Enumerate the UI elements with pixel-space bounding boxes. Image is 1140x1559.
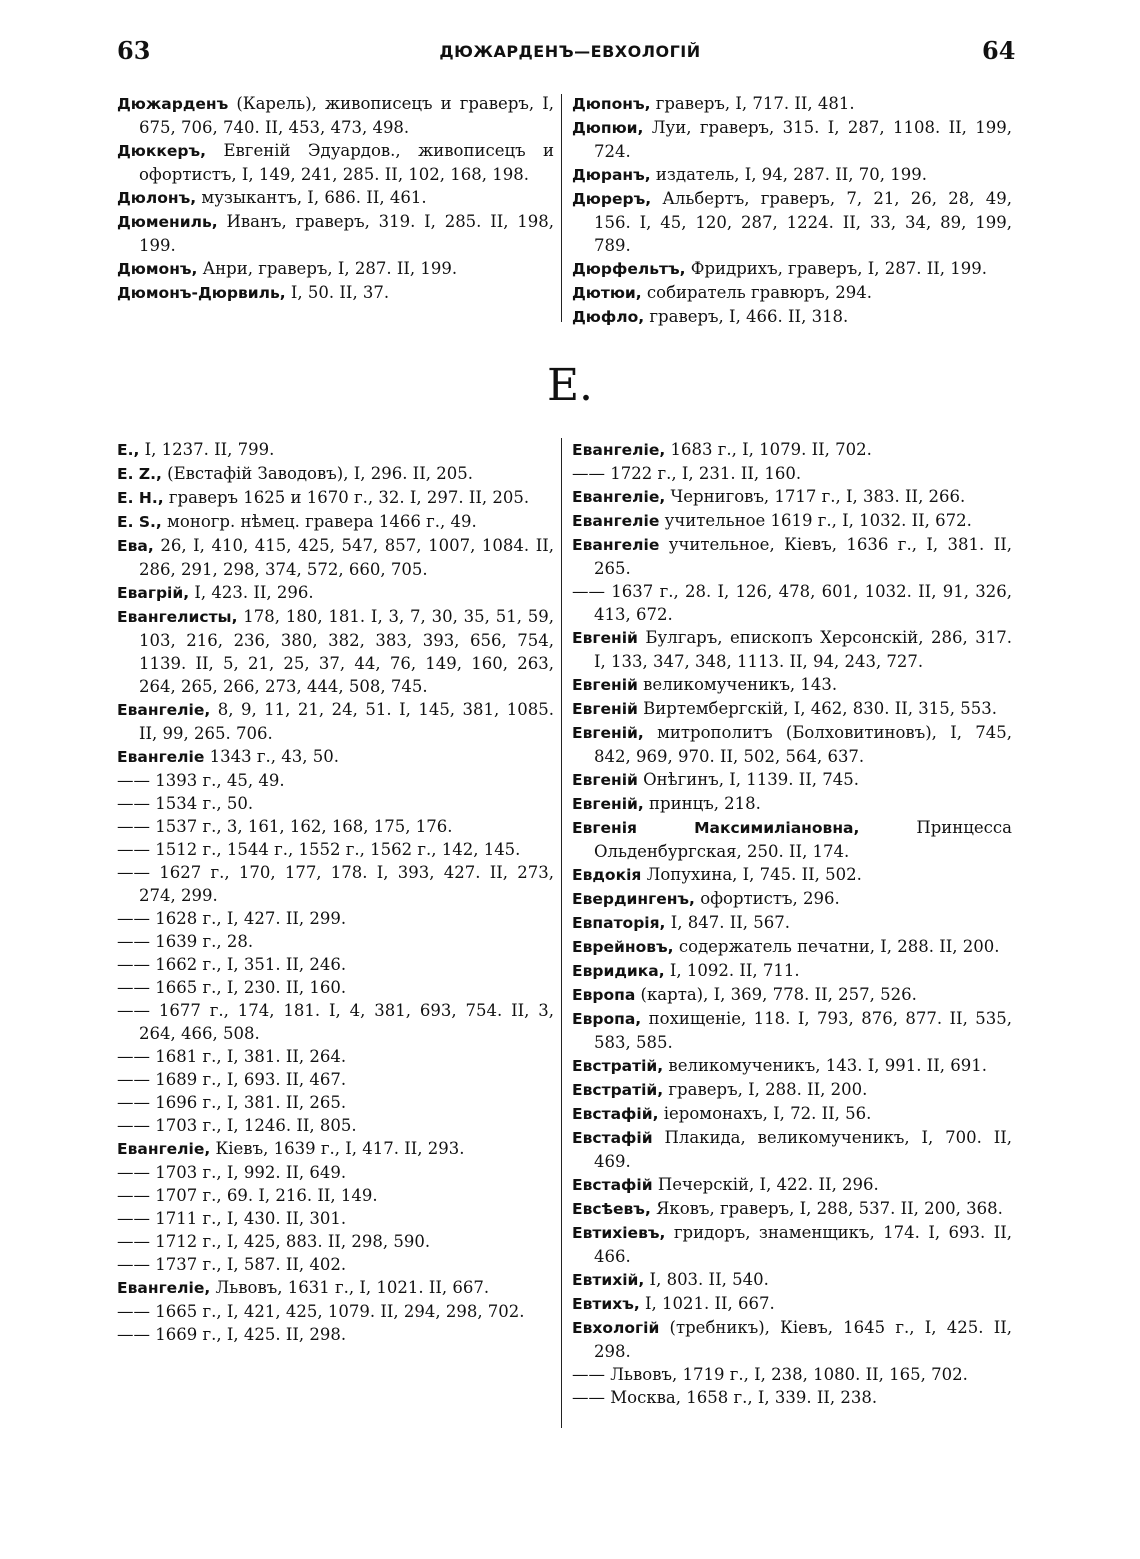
index-entry <box>117 1045 554 1068</box>
entry-headword: Дюфло, <box>572 308 645 326</box>
index-entry <box>572 1007 1012 1054</box>
entry-headword: Евангеліе, <box>117 1279 211 1297</box>
index-entry <box>572 462 1012 485</box>
entry-text: собиратель гравюръ, 294. <box>641 283 873 302</box>
index-entry <box>572 721 1012 768</box>
index-entry <box>572 533 1012 580</box>
entry-text: (требникъ), Кіевъ, 1645 г., I, 425. II, 298. <box>594 1318 1012 1361</box>
entry-text: —— 1737 г., I, 587. II, 402. <box>117 1255 347 1274</box>
index-entry <box>117 815 554 838</box>
entry-text: 1343 г., 43, 50. <box>204 747 339 766</box>
entry-text: I, 423. II, 296. <box>189 583 314 602</box>
entry-text: —— 1534 г., 50. <box>117 794 254 813</box>
column-top-right <box>572 92 1012 329</box>
entry-text: Принцесса Ольденбургская, 250. II, 174. <box>594 818 1012 861</box>
index-entry <box>572 438 1012 462</box>
index-entry <box>572 959 1012 983</box>
index-entry <box>572 983 1012 1007</box>
entry-headword: Евстафій, <box>572 1105 659 1123</box>
entry-headword: Евангеліе <box>572 512 660 530</box>
index-entry <box>572 1386 1012 1409</box>
entry-text: —— 1677 г., 174, 181. I, 4, 381, 693, 754. II, 3, 264, 466, 508. <box>117 1001 554 1043</box>
entry-text: Анри, граверъ, I, 287. II, 199. <box>197 259 458 278</box>
entry-text: Плакида, великомученикъ, I, 700. II, 469. <box>594 1128 1012 1171</box>
entry-headword: Евгеній <box>572 771 638 789</box>
index-entry <box>117 999 554 1045</box>
entry-text: —— 1681 г., I, 381. II, 264. <box>117 1047 347 1066</box>
entry-text: I, 1237. II, 799. <box>139 440 275 459</box>
index-entry <box>117 1068 554 1091</box>
index-entry <box>572 1078 1012 1102</box>
page-header <box>0 30 1140 70</box>
index-entry <box>117 1300 554 1323</box>
entry-text: —— Львовъ, 1719 г., I, 238, 1080. II, 165, 702. <box>572 1365 968 1384</box>
entry-text: (карта), I, 369, 778. II, 257, 526. <box>635 985 917 1004</box>
entry-headword: Евпаторія, <box>572 914 666 932</box>
index-entry <box>572 281 1012 305</box>
entry-text: —— 1703 г., I, 992. II, 649. <box>117 1163 347 1182</box>
entry-headword: Дюпонъ, <box>572 95 651 113</box>
index-entry <box>117 438 554 462</box>
entry-headword: Евагрій, <box>117 584 190 602</box>
index-entry <box>572 485 1012 509</box>
index-entry <box>117 745 554 769</box>
page-number-right: 64 <box>982 36 1016 65</box>
entry-text: 26, I, 410, 415, 425, 547, 857, 1007, 1084. II, 286, 291, 298, 374, 572, 660, 705. <box>139 536 554 579</box>
entry-headword: Евердингенъ, <box>572 890 695 908</box>
index-entry <box>117 976 554 999</box>
entry-text: —— 1703 г., I, 1246. II, 805. <box>117 1116 357 1135</box>
entry-text: Лопухина, I, 745. II, 502. <box>641 865 862 884</box>
index-entry <box>572 1316 1012 1363</box>
entry-headword: Евгеній <box>572 676 638 694</box>
entry-headword: Евгенія Максимиліановна, <box>572 819 860 837</box>
entry-text: 1683 г., I, 1079. II, 702. <box>665 440 872 459</box>
index-entry <box>572 1173 1012 1197</box>
entry-text: издатель, I, 94, 287. II, 70, 199. <box>650 165 927 184</box>
entry-headword: Евстратій, <box>572 1081 664 1099</box>
entry-text: —— 1628 г., I, 427. II, 299. <box>117 909 347 928</box>
entry-text: граверъ 1625 и 1670 г., 32. I, 297. II, 205. <box>163 488 530 507</box>
entry-text: моногр. нѣмец. гравера 1466 г., 49. <box>161 512 477 531</box>
entry-headword: Евстафій <box>572 1129 653 1147</box>
index-entry <box>117 210 554 257</box>
entry-headword: Евгеній <box>572 700 638 718</box>
entry-headword: Европа, <box>572 1010 642 1028</box>
entry-text: музыкантъ, I, 686. II, 461. <box>196 188 427 207</box>
entry-text: содержатель печатни, I, 288. II, 200. <box>673 937 1000 956</box>
index-entry <box>117 838 554 861</box>
column-bottom-left <box>117 438 554 1346</box>
index-entry <box>117 139 554 186</box>
index-entry <box>572 257 1012 281</box>
entry-text: Львовъ, 1631 г., I, 1021. II, 667. <box>210 1278 490 1297</box>
entry-text: —— 1722 г., I, 231. II, 160. <box>572 464 802 483</box>
index-entry <box>572 816 1012 863</box>
index-entry <box>117 581 554 605</box>
index-entry <box>572 1363 1012 1386</box>
index-entry <box>572 116 1012 163</box>
index-entry <box>117 1230 554 1253</box>
entry-text: Альбертъ, граверъ, 7, 21, 26, 28, 49, 156. I, 45, 120, 287, 1224. II, 33, 34, 89, 199, 789. <box>594 189 1012 255</box>
index-entry <box>117 186 554 210</box>
entry-headword: Европа <box>572 986 636 1004</box>
entry-text: гридоръ, знаменщикъ, 174. I, 693. II, 466. <box>594 1223 1012 1266</box>
index-entry <box>117 769 554 792</box>
entry-headword: Евсѣевъ, <box>572 1200 651 1218</box>
entry-headword: Дюрфельтъ, <box>572 260 686 278</box>
entry-text: —— Москва, 1658 г., I, 339. II, 238. <box>572 1388 878 1407</box>
entry-headword: Евангеліе, <box>572 488 666 506</box>
index-entry <box>117 1137 554 1161</box>
index-entry <box>572 626 1012 673</box>
entry-headword: Евгеній, <box>572 724 644 742</box>
index-entry <box>117 930 554 953</box>
entry-text: Печерскій, I, 422. II, 296. <box>652 1175 879 1194</box>
index-entry <box>572 1292 1012 1316</box>
entry-text: похищеніе, 118. I, 793, 876, 877. II, 535, 583, 585. <box>594 1009 1012 1052</box>
section-letter: Е. <box>546 360 594 411</box>
entry-text: Кіевъ, 1639 г., I, 417. II, 293. <box>210 1139 465 1158</box>
index-entry <box>572 935 1012 959</box>
entry-headword: Евтихіевъ, <box>572 1224 666 1242</box>
column-divider-bottom <box>561 438 562 1428</box>
entry-headword: Дюпюи, <box>572 119 644 137</box>
entry-headword: Евстафій <box>572 1176 653 1194</box>
entry-headword: Дюжарденъ <box>117 95 229 113</box>
index-entry <box>117 605 554 698</box>
index-entry <box>117 1091 554 1114</box>
entry-text: Луи, граверъ, 315. I, 287, 1108. II, 199, 724. <box>594 118 1012 161</box>
index-entry <box>572 187 1012 257</box>
entry-text: I, 847. II, 567. <box>665 913 790 932</box>
index-entry <box>572 1221 1012 1268</box>
index-entry <box>572 863 1012 887</box>
entry-headword: Дюккеръ, <box>117 142 207 160</box>
entry-text: —— 1662 г., I, 351. II, 246. <box>117 955 347 974</box>
entry-headword: Евангелисты, <box>117 608 238 626</box>
index-entry <box>572 1197 1012 1221</box>
entry-text: (Карель), живописецъ и граверъ, I, 675, 706, 740. II, 453, 473, 498. <box>139 94 554 137</box>
entry-text: —— 1669 г., I, 425. II, 298. <box>117 1325 347 1344</box>
index-entry <box>572 1126 1012 1173</box>
index-entry <box>117 1184 554 1207</box>
entry-text: учительное, Кіевъ, 1636 г., I, 381. II, 265. <box>594 535 1012 578</box>
index-entry <box>117 281 554 305</box>
entry-text: —— 1689 г., I, 693. II, 467. <box>117 1070 347 1089</box>
entry-headword: Евгеній, <box>572 795 644 813</box>
entry-headword: Евридика, <box>572 962 665 980</box>
entry-text: граверъ, I, 717. II, 481. <box>650 94 855 113</box>
index-entry <box>572 673 1012 697</box>
index-entry <box>572 1268 1012 1292</box>
index-entry <box>572 911 1012 935</box>
index-entry <box>117 953 554 976</box>
index-entry <box>117 510 554 534</box>
entry-text: граверъ, I, 288. II, 200. <box>663 1080 868 1099</box>
entry-headword: Е. S., <box>117 513 162 531</box>
entry-text: офортистъ, 296. <box>694 889 840 908</box>
column-bottom-right <box>572 438 1012 1409</box>
entry-headword: Евангеліе, <box>117 1140 211 1158</box>
index-entry <box>117 257 554 281</box>
entry-headword: Евтихій, <box>572 1271 645 1289</box>
entry-headword: Дюмениль, <box>117 213 218 231</box>
index-entry <box>117 1207 554 1230</box>
index-entry <box>117 1114 554 1137</box>
entry-text: Евгеній Эдуардов., живописецъ и офортистъ, I, 149, 241, 285. II, 102, 168, 198. <box>139 141 554 184</box>
entry-headword: Евгеній <box>572 629 638 647</box>
index-entry <box>117 698 554 745</box>
index-entry <box>572 768 1012 792</box>
entry-text: I, 1021. II, 667. <box>639 1294 775 1313</box>
entry-headword: Евтихъ, <box>572 1295 640 1313</box>
index-entry <box>117 1161 554 1184</box>
entry-text: —— 1665 г., I, 230. II, 160. <box>117 978 347 997</box>
entry-headword: Евангеліе <box>117 748 205 766</box>
entry-text: —— 1537 г., 3, 161, 162, 168, 175, 176. <box>117 817 453 836</box>
index-entry <box>117 861 554 907</box>
index-entry <box>117 1253 554 1276</box>
index-entry <box>117 534 554 581</box>
running-title: ДЮЖАРДЕНЪ—ЕВХОЛОГІЙ <box>439 42 701 61</box>
entry-text: 8, 9, 11, 21, 24, 51. I, 145, 381, 1085. II, 99, 265. 706. <box>139 700 554 743</box>
index-entry <box>572 509 1012 533</box>
index-entry <box>117 462 554 486</box>
column-divider-top <box>561 94 562 322</box>
index-entry <box>572 163 1012 187</box>
index-entry <box>572 580 1012 626</box>
entry-headword: Дюранъ, <box>572 166 651 184</box>
entry-headword: Е. Z., <box>117 465 162 483</box>
index-entry <box>117 907 554 930</box>
index-entry <box>117 92 554 139</box>
entry-text: —— 1393 г., 45, 49. <box>117 771 285 790</box>
entry-text: —— 1627 г., 170, 177, 178. I, 393, 427. II, 273, 274, 299. <box>117 863 554 905</box>
index-entry <box>117 1276 554 1300</box>
index-entry <box>572 92 1012 116</box>
entry-headword: Дюлонъ, <box>117 189 197 207</box>
index-entry <box>572 697 1012 721</box>
entry-headword: Евстратій, <box>572 1057 664 1075</box>
entry-text: I, 803. II, 540. <box>644 1270 769 1289</box>
index-entry <box>572 1102 1012 1126</box>
entry-text: I, 50. II, 37. <box>285 283 390 302</box>
entry-headword: Дюмонъ, <box>117 260 198 278</box>
entry-text: —— 1665 г., I, 421, 425, 1079. II, 294, 298, 702. <box>117 1302 525 1321</box>
entry-text: —— 1639 г., 28. <box>117 932 254 951</box>
entry-text: —— 1707 г., 69. I, 216. II, 149. <box>117 1186 378 1205</box>
entry-headword: Евангеліе <box>572 536 660 554</box>
entry-text: Яковъ, граверъ, I, 288, 537. II, 200, 368. <box>650 1199 1003 1218</box>
entry-text: (Евстафій Заводовъ), I, 296. II, 205. <box>161 464 473 483</box>
entry-headword: Ева, <box>117 537 154 555</box>
index-entry <box>117 1323 554 1346</box>
entry-headword: Дютюи, <box>572 284 642 302</box>
entry-text: принцъ, 218. <box>643 794 761 813</box>
index-entry <box>117 792 554 815</box>
entry-headword: Евангеліе, <box>117 701 211 719</box>
entry-text: учительное 1619 г., I, 1032. II, 672. <box>659 511 972 530</box>
index-entry <box>572 1054 1012 1078</box>
entry-text: —— 1712 г., I, 425, 883. II, 298, 590. <box>117 1232 431 1251</box>
entry-text: Онѣгинъ, I, 1139. II, 745. <box>637 770 859 789</box>
entry-headword: Дюреръ, <box>572 190 652 208</box>
entry-text: I, 1092. II, 711. <box>664 961 800 980</box>
entry-headword: Е. Н., <box>117 489 164 507</box>
entry-text: 178, 180, 181. I, 3, 7, 30, 35, 51, 59, 103, 216, 236, 380, 382, 383, 393, 656, 754, 1139. II, 5, 21, 25, 37, 44, 76, 149, 160, 263, 264, 265, 266, 273, 444, 508, 745. <box>139 607 554 696</box>
entry-text: —— 1711 г., I, 430. II, 301. <box>117 1209 347 1228</box>
index-entry <box>117 486 554 510</box>
entry-headword: Евангеліе, <box>572 441 666 459</box>
column-top-left <box>117 92 554 305</box>
entry-text: Иванъ, граверъ, 319. I, 285. II, 198, 199. <box>139 212 554 255</box>
entry-text: великомученикъ, 143. <box>637 675 838 694</box>
index-entry <box>572 887 1012 911</box>
entry-headword: Дюмонъ-Дюрвиль, <box>117 284 286 302</box>
entry-headword: Евдокія <box>572 866 642 884</box>
entry-headword: Е., <box>117 441 140 459</box>
entry-text: іеромонахъ, I, 72. II, 56. <box>658 1104 872 1123</box>
entry-text: Фридрихъ, граверъ, I, 287. II, 199. <box>685 259 987 278</box>
entry-text: —— 1512 г., 1544 г., 1552 г., 1562 г., 142, 145. <box>117 840 521 859</box>
entry-text: граверъ, I, 466. II, 318. <box>644 307 849 326</box>
entry-text: Булгаръ, епископъ Херсонскій, 286, 317. I, 133, 347, 348, 1113. II, 94, 243, 727. <box>594 628 1012 671</box>
entry-text: митрополитъ (Болховитиновъ), I, 745, 842, 969, 970. II, 502, 564, 637. <box>594 723 1012 766</box>
entry-text: великомученикъ, 143. I, 991. II, 691. <box>663 1056 987 1075</box>
entry-text: —— 1637 г., 28. I, 126, 478, 601, 1032. II, 91, 326, 413, 672. <box>572 582 1012 624</box>
entry-text: Виртембергскій, I, 462, 830. II, 315, 553. <box>637 699 997 718</box>
entry-headword: Еврейновъ, <box>572 938 674 956</box>
index-entry <box>572 792 1012 816</box>
page-number-left: 63 <box>117 36 151 65</box>
index-entry <box>572 305 1012 329</box>
entry-headword: Евхологій <box>572 1319 660 1337</box>
entry-text: Черниговъ, 1717 г., I, 383. II, 266. <box>665 487 966 506</box>
entry-text: —— 1696 г., I, 381. II, 265. <box>117 1093 347 1112</box>
